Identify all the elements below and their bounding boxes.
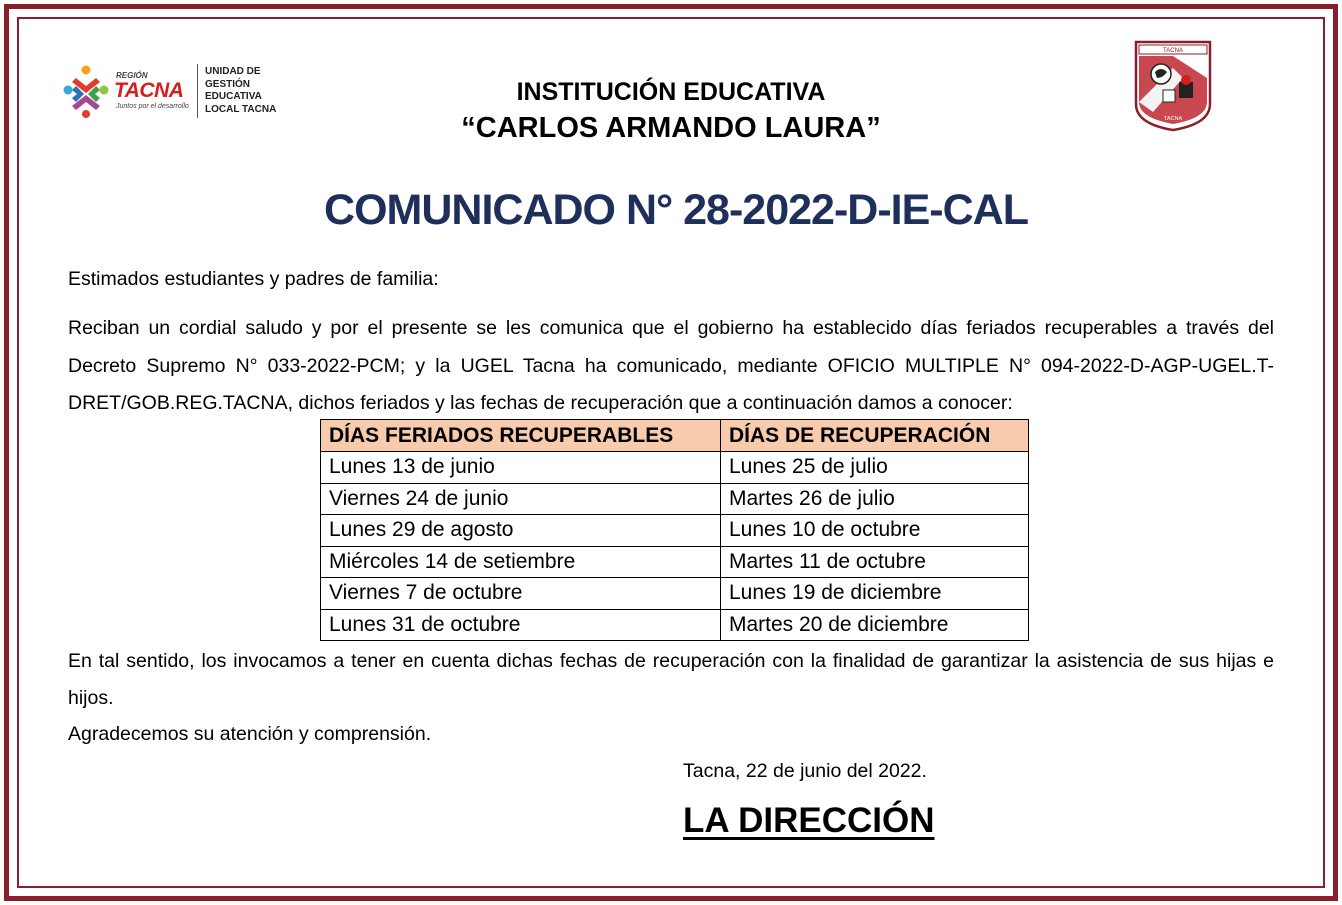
recovery-cell: Lunes 10 de octubre	[721, 515, 1029, 547]
table-row	[321, 609, 1029, 641]
logo-slogan: Juntos por el desarrollo	[116, 103, 189, 110]
holiday-cell: Lunes 13 de junio	[321, 452, 721, 484]
thanks-line: Agradecemos su atención y comprensión.	[68, 723, 432, 745]
logo-unit-line: EDUCATIVA	[205, 91, 262, 102]
recovery-cell: Lunes 19 de diciembre	[721, 578, 1029, 610]
logo-unit-line: UNIDAD DE	[205, 66, 261, 77]
table-header-row	[321, 420, 1029, 452]
logo-unit-line: GESTIÓN	[205, 78, 251, 90]
institution-label: INSTITUCIÓN EDUCATIVA	[516, 78, 826, 106]
document-title: COMUNICADO N° 28-2022-D-IE-CAL	[324, 186, 1028, 234]
table-row	[321, 452, 1029, 484]
table-row	[321, 546, 1029, 578]
logo-region-name: TACNA	[114, 79, 184, 102]
holiday-cell: Miércoles 14 de setiembre	[321, 546, 721, 578]
logo-region-label: REGIÓN	[116, 71, 148, 80]
signature: LA DIRECCIÓN	[683, 801, 935, 840]
table-row	[321, 578, 1029, 610]
holiday-cell: Viernes 7 de octubre	[321, 578, 721, 610]
column-header-recovery: DÍAS DE RECUPERACIÓN	[721, 420, 1029, 452]
table-row	[321, 515, 1029, 547]
holiday-cell: Viernes 24 de junio	[321, 483, 721, 515]
intro-paragraph: Reciban un cordial saludo y por el presente se les comunica que el gobierno ha establecido días feriados recuperables a través del Decreto Supremo N° 033-2022-PCM; y la UGEL Tacna ha comunicado, mediante OFICIO MULTIPLE N° 094-2022-D-AGP-UGEL.T-DRET/GOB.REG.TACNA, dichos feriados y las fechas de recuperación que a continuación damos a conocer:	[68, 317, 1274, 414]
closing-paragraph: En tal sentido, los invocamos a tener en cuenta dichas fechas de recuperación con la finalidad de garantizar la asistencia de sus hijas e hijos.	[68, 650, 1274, 709]
column-header-holidays: DÍAS FERIADOS RECUPERABLES	[321, 420, 721, 452]
holiday-table	[320, 419, 1029, 641]
holiday-cell: Lunes 31 de octubre	[321, 609, 721, 641]
place-date: Tacna, 22 de junio del 2022.	[683, 760, 927, 782]
logo-unit-line: LOCAL TACNA	[205, 103, 277, 115]
greeting: Estimados estudiantes y padres de familia:	[68, 268, 439, 290]
recovery-cell: Lunes 25 de julio	[721, 452, 1029, 484]
emblem-top-text: TACNA	[1163, 48, 1183, 54]
institution-name: “CARLOS ARMANDO LAURA”	[461, 112, 881, 144]
emblem-bottom-text: TACNA	[1163, 116, 1183, 122]
recovery-cell: Martes 20 de diciembre	[721, 609, 1029, 641]
holiday-cell: Lunes 29 de agosto	[321, 515, 721, 547]
recovery-cell: Martes 11 de octubre	[721, 546, 1029, 578]
recovery-cell: Martes 26 de julio	[721, 483, 1029, 515]
table-row	[321, 483, 1029, 515]
